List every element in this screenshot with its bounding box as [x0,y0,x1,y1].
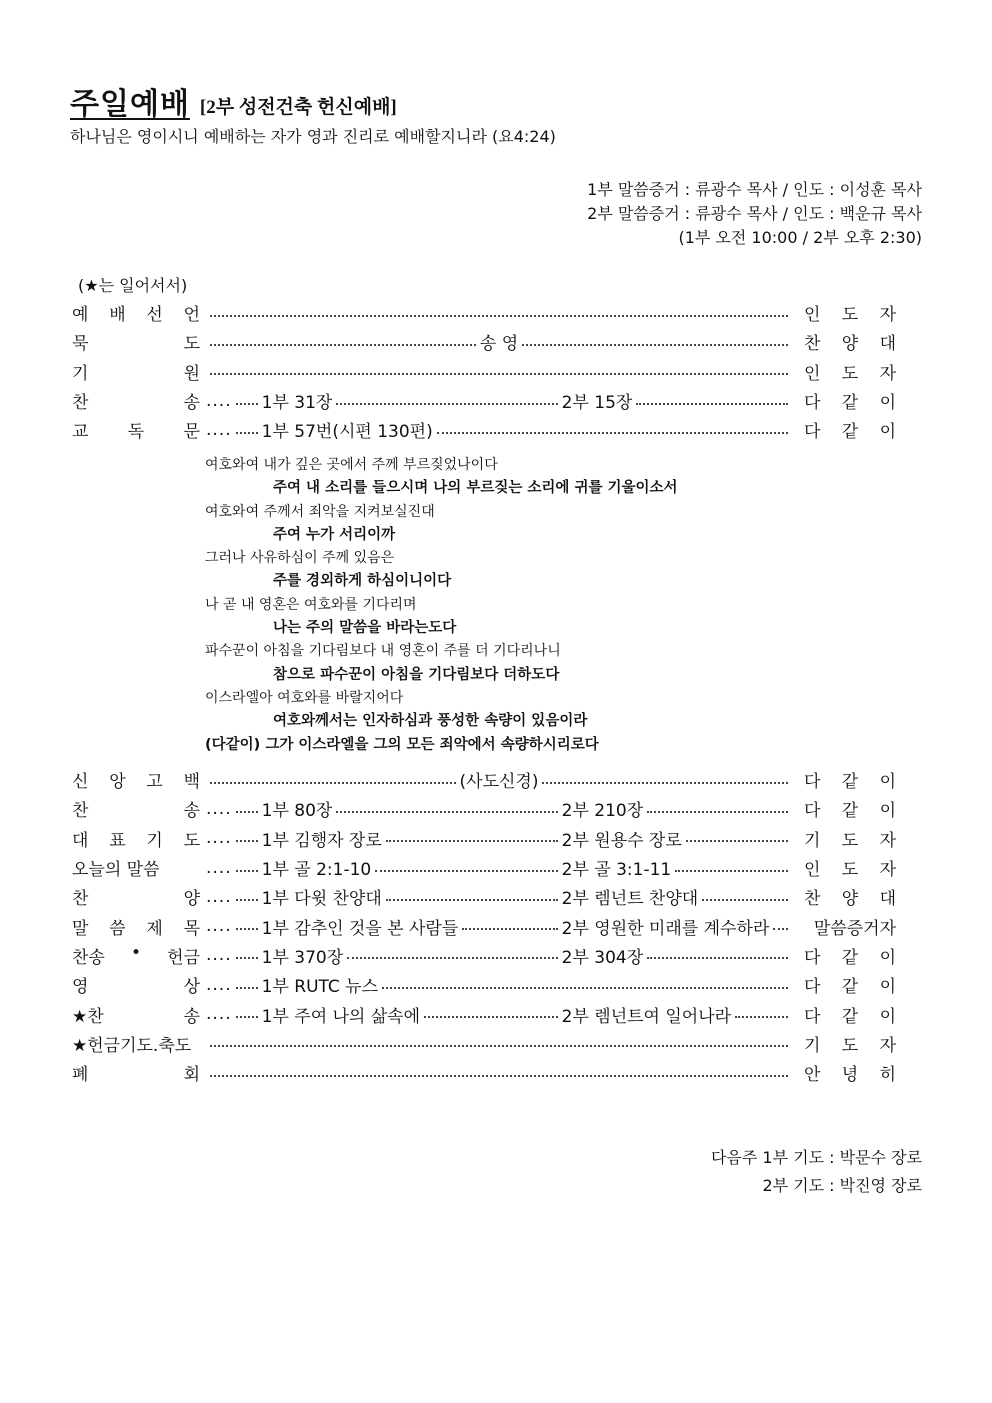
order-leader-char: 인 [804,363,821,384]
order-leader [804,1002,896,1027]
order-row [72,853,896,882]
order-part-1 [262,943,562,968]
order-leader [804,767,896,792]
order-content [206,884,792,909]
order-label-char: 선 [146,305,163,326]
reading-response-line: 주여 누가 서리이까 [273,526,396,543]
order-label-char: 백 [183,772,200,793]
order-leader [792,914,896,939]
reading-leader-line: 여호와여 내가 깊은 곳에서 주께 부르짖었나이다 [205,457,498,473]
order-content [206,417,792,442]
order-row [72,357,896,386]
order-label-char: 오늘의 말씀 [72,860,160,881]
order-leader [804,884,896,909]
leader-dots [522,344,788,346]
order-detail: 1부 57번(시편 130편) [261,422,433,443]
order-detail-2: 2부 영원한 미래를 계수하라 [561,918,770,939]
order-leader-char: 도 [841,1035,859,1056]
order-label [72,855,200,880]
order-label-char: 독 [127,422,145,443]
leader-dots [236,1016,258,1018]
order-detail: 1부 RUTC 뉴스 [261,977,379,998]
order-leader-char: 다 [804,772,821,793]
order-label-char: 영 [72,977,89,998]
leader-dots [647,957,788,959]
leader-dots [210,782,456,784]
order-detail-1: 1부 골 2:1-10 [261,860,372,881]
order-leader-char: 이 [879,422,896,443]
order-content [206,1039,792,1047]
preacher-line-2: 2부 말씀증거 : 류광수 목사 / 인도 : 백운규 목사 [587,204,922,223]
order-label-char: 씀 [109,918,126,939]
order-leader-char: 다 [804,1006,821,1027]
order-label-char: ★찬 [72,1006,104,1027]
leader-dots [236,987,258,989]
leader-dots [773,928,788,930]
order-content [206,943,792,968]
order-label [72,914,200,939]
order-leader-char: 이 [879,393,896,414]
order-leader-char: 자 [879,860,896,881]
order-detail: 송 영 [479,334,519,355]
order-leader [804,300,896,325]
reading-unison-line: (다같이) 그가 이스라엘을 그의 모든 죄악에서 속량하시리로다 [205,736,599,753]
leader-dots [236,403,258,405]
order-label [72,826,200,851]
page-title: 주일예배 [70,87,190,122]
stand-legend: (★는 일어서서) [78,276,188,295]
order-leader [804,359,896,384]
leader-dots-prefix: .... [206,419,232,440]
leader-dots [686,840,788,842]
order-leader-char: 찬 [804,334,821,355]
order-of-service-top [72,298,896,444]
order-leader [804,329,896,354]
order-leader-char: 기 [804,1035,821,1056]
order-label-char: 회 [183,1065,200,1086]
service-times: (1부 오전 10:00 / 2부 오후 2:30) [678,228,922,247]
order-part-1 [262,796,562,821]
leader-dots-prefix: .... [206,916,232,937]
leader-dots-prefix: .... [206,857,232,878]
order-label-char: 기 [146,830,163,851]
order-leader-char: 도 [841,860,859,881]
order-label-char: 묵 [72,334,89,355]
order-detail-2: 2부 210장 [561,801,644,822]
order-leader-char: 다 [804,947,821,968]
order-label-char: 배 [109,305,126,326]
order-content [206,367,792,375]
order-label-char: 표 [109,830,126,851]
leader-dots [735,1016,788,1018]
order-leader-char: 찬 [804,889,821,910]
order-label-char: 송 [183,801,200,822]
order-detail-2: 2부 15장 [561,393,633,414]
order-detail-1: 1부 80장 [261,801,333,822]
order-leader-char: 도 [841,830,859,851]
order-label [72,329,200,354]
order-leader-char: 자 [879,1035,896,1056]
order-content [206,914,792,939]
order-label-char: 상 [183,977,200,998]
reading-leader-line: 파수꾼이 아침을 기다림보다 내 영혼이 주를 더 기다리나니 [205,643,561,660]
order-label-char: 송 [183,1006,200,1027]
order-label [72,884,200,909]
order-label-char: 폐 [72,1065,89,1086]
order-row [72,298,896,327]
leader-dots [210,315,788,317]
order-content [206,855,792,880]
leader-dots [542,782,788,784]
order-detail-2: 2부 렘넌트 찬양대 [561,889,699,910]
next-week-line-2: 2부 기도 : 박진영 장로 [762,1176,922,1195]
order-leader [804,796,896,821]
order-row [72,882,896,911]
leader-dots [210,373,788,375]
next-week-line-1: 다음주 1부 기도 : 박문수 장로 [710,1148,922,1167]
order-leader-char: 자 [879,363,896,384]
next-week-block [711,1144,922,1200]
order-leader [804,826,896,851]
order-part-1 [262,855,562,880]
order-label-char: 찬 [72,801,89,822]
preachers-block [587,178,922,250]
leader-dots [236,840,258,842]
order-label [72,767,200,792]
order-detail-2: 2부 304장 [561,947,644,968]
order-row [72,1058,896,1087]
order-detail-1: 1부 다윗 찬양대 [261,889,382,910]
order-label-char: 언 [183,305,200,326]
order-label-char: 찬 [72,393,89,414]
leader-dots [347,957,557,959]
order-detail-1: 1부 주여 나의 삶속에 [261,1006,421,1027]
order-label [72,388,200,413]
order-label-char: 도 [183,334,200,355]
order-leader-char: 자 [879,305,896,326]
order-detail-2: 2부 원용수 장로 [561,830,682,851]
order-row [72,415,896,444]
order-label-char: 도 [183,830,200,851]
order-label-char: 고 [146,772,163,793]
reading-leader-line: 나 곧 내 영혼은 여호와를 기다리며 [205,596,417,613]
order-label-char: 기 [72,363,89,384]
order-part-1 [262,1002,562,1027]
leader-dots-prefix: .... [206,798,232,819]
order-label-char: 예 [72,305,89,326]
reading-response-line: 여호와께서는 인자하심과 풍성한 속량이 있음이라 [273,713,588,730]
order-label-char: 목 [183,918,200,939]
order-leader-char: 안 [804,1065,821,1086]
order-content [206,972,792,997]
preacher-line-1: 1부 말씀증거 : 류광수 목사 / 인도 : 이성훈 목사 [587,180,922,199]
order-content [206,1002,792,1027]
order-detail-2: 2부 골 3:1-11 [561,860,672,881]
responsive-reading [205,454,678,757]
order-label [72,943,200,968]
order-detail: (사도신경) [459,772,539,793]
order-label [72,1031,200,1056]
order-leader-char: 이 [879,1006,896,1027]
order-leader-char: 자 [879,830,896,851]
leader-dots [386,899,558,901]
order-leader-char: 다 [804,801,821,822]
order-leader-char: 히 [879,1065,896,1086]
leader-dots [336,811,557,813]
order-row [72,970,896,999]
order-detail-1: 1부 감추인 것을 본 사람들 [261,918,459,939]
order-leader-char: 이 [879,801,896,822]
leader-dots-prefix: .... [206,390,232,411]
order-detail-1: 1부 370장 [261,947,344,968]
order-detail-2: 2부 렘넌트여 일어나라 [561,1006,732,1027]
order-leader-char: 말씀증거자 [813,918,896,939]
order-label-char: 송 [183,393,200,414]
order-leader-char: 녕 [841,1065,859,1086]
order-leader-char: 이 [879,947,896,968]
order-content [206,388,792,413]
order-label-char: 말 [72,918,89,939]
order-leader-char: 기 [804,830,821,851]
order-label-char: ★헌금기도.축도 [72,1035,192,1056]
order-label-char: 신 [72,772,89,793]
reading-response-line: 참으로 파수꾼이 아침을 기다림보다 더하도다 [273,666,560,683]
order-leader-char: 인 [804,305,821,326]
order-label [72,1060,200,1085]
order-row [72,911,896,940]
order-label-char: 앙 [109,772,126,793]
leader-dots-prefix: .... [206,886,232,907]
leader-dots [236,899,258,901]
reading-leader-line: 그러나 사유하심이 주께 있음은 [205,550,395,567]
order-label-char: 양 [183,889,200,910]
leader-dots [647,811,788,813]
order-leader-char: 같 [841,977,859,998]
order-leader [804,972,896,997]
leader-dots [236,432,258,434]
order-leader [804,388,896,413]
reading-leader-line: 이스라엘아 여호와를 바랄지어다 [205,689,404,706]
order-leader-char: 도 [841,305,859,326]
order-label-char: 제 [146,918,163,939]
order-leader-char: 다 [804,977,821,998]
reading-response-line: 주를 경외하게 하심이니이다 [273,573,452,590]
order-row [72,999,896,1028]
leader-dots-prefix: .... [206,828,232,849]
order-part-1 [262,826,562,851]
order-content [206,1069,792,1077]
order-leader-char: 다 [804,422,821,443]
order-content [206,796,792,821]
order-row [72,386,896,415]
order-row [72,941,896,970]
leader-dots [702,899,788,901]
order-content [206,329,792,354]
order-label-char: 찬 [72,889,89,910]
leader-dots-prefix: .... [206,1004,232,1025]
order-leader-char: 같 [841,422,859,443]
order-label-char: 교 [72,422,89,443]
title-line [70,82,397,122]
leader-dots [462,928,557,930]
order-leader-char: 도 [841,363,859,384]
order-leader-char: 양 [841,334,859,355]
order-content [206,309,792,317]
order-leader-char: 대 [879,334,896,355]
order-label-char: 대 [72,830,89,851]
reading-leader-line: 여호와여 주께서 죄악을 지켜보실진대 [205,503,435,520]
order-leader [804,1031,896,1056]
leader-dots [424,1016,558,1018]
order-of-service-bottom [72,765,896,1087]
order-part-1 [262,388,562,413]
order-leader-char: 같 [841,772,859,793]
order-leader-char: 양 [841,889,859,910]
order-label [72,417,200,442]
leader-dots-prefix: .... [206,945,232,966]
page-subtitle: [2부 성전건축 헌신예배] [199,97,397,118]
order-leader [804,855,896,880]
reading-response-line: 주여 내 소리를 들으시며 나의 부르짖는 소리에 귀를 기울이소서 [273,480,678,497]
order-leader-char: 같 [841,947,859,968]
leader-dots [210,344,476,346]
leader-dots [675,870,788,872]
order-leader [804,1060,896,1085]
leader-dots [437,432,788,434]
order-leader-char: 인 [804,860,821,881]
order-row [72,327,896,356]
order-content [206,826,792,851]
leader-dots [236,957,258,959]
order-label-char: 헌금 [167,947,200,968]
order-label-char: 문 [183,422,200,443]
verse: 하나님은 영이시니 예배하는 자가 영과 진리로 예배할지니라 (요4:24) [70,127,556,146]
order-label [72,796,200,821]
order-label-char: • [130,942,142,963]
leader-dots [386,840,558,842]
order-row [72,824,896,853]
order-leader-char: 같 [841,801,859,822]
order-row [72,765,896,794]
leader-dots [210,1045,788,1047]
order-row [72,1029,896,1058]
order-leader-char: 대 [879,889,896,910]
leader-dots [210,1075,788,1077]
order-leader-char: 이 [879,772,896,793]
order-label [72,972,200,997]
leader-dots [336,403,557,405]
leader-dots [236,870,258,872]
order-detail-1: 1부 김행자 장로 [261,830,382,851]
order-leader-char: 같 [841,393,859,414]
order-label-char: 원 [183,363,200,384]
order-leader-char: 다 [804,393,821,414]
order-part-1 [262,884,562,909]
order-label-char: 찬송 [72,947,105,968]
leader-dots-prefix: .... [206,974,232,995]
leader-dots [236,928,258,930]
order-label [72,359,200,384]
order-leader-char: 이 [879,977,896,998]
reading-response-line: 나는 주의 말씀을 바라는도다 [273,620,457,637]
order-content [206,767,792,792]
order-leader [804,943,896,968]
order-leader-char: 같 [841,1006,859,1027]
order-label [72,300,200,325]
order-row [72,794,896,823]
leader-dots [375,870,557,872]
leader-dots [636,403,788,405]
leader-dots [236,811,258,813]
order-leader [804,417,896,442]
order-detail-1: 1부 31장 [261,393,333,414]
leader-dots [382,987,788,989]
order-label [72,1002,200,1027]
order-part-1 [262,914,562,939]
